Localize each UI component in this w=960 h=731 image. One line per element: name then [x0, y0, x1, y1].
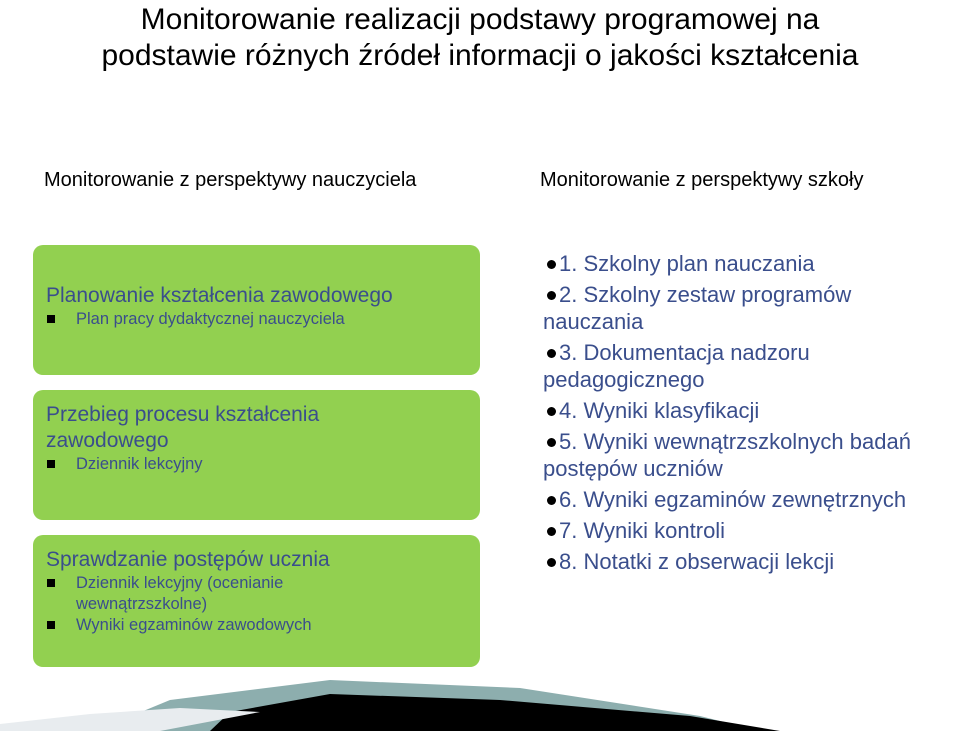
- list-item-text-line-1: 5. Wyniki wewnątrzszkolnych badań: [559, 429, 911, 454]
- progress-card-title: Sprawdzanie postępów ucznia: [46, 548, 330, 571]
- teacher-perspective-heading: Monitorowanie z perspektywy nauczyciela: [44, 169, 417, 191]
- school-perspective-heading: Monitorowanie z perspektywy szkoły: [540, 169, 864, 191]
- list-item-text-line-1: 3. Dokumentacja nadzoru: [559, 340, 810, 365]
- list-item-text: Dziennik lekcyjny: [76, 455, 203, 473]
- list-item-text-line-2: wewnątrzszkolne): [76, 595, 208, 613]
- list-item-text: 6. Wyniki egzaminów zewnętrznych: [559, 487, 907, 512]
- list-item-text-line-2: nauczania: [543, 309, 644, 334]
- process-card-title-line-2: zawodowego: [46, 429, 169, 452]
- list-item-text: 8. Notatki z obserwacji lekcji: [559, 549, 835, 574]
- list-item-text: Plan pracy dydaktycznej nauczyciela: [76, 310, 345, 328]
- list-item-text: 4. Wyniki klasyfikacji: [559, 398, 760, 423]
- list-item-text-line-2: pedagogicznego: [543, 367, 705, 392]
- list-item-text: 7. Wyniki kontroli: [559, 518, 726, 543]
- list-item-text-line-2: postępów uczniów: [543, 456, 723, 481]
- list-item-text-line-1: 2. Szkolny zestaw programów: [559, 282, 852, 307]
- process-card-title-line-1: Przebieg procesu kształcenia: [46, 403, 320, 426]
- list-item-text: Wyniki egzaminów zawodowych: [76, 616, 312, 634]
- slide-title-line-2: podstawie różnych źródeł informacji o jakości kształcenia: [101, 39, 859, 72]
- planning-card-title: Planowanie kształcenia zawodowego: [46, 284, 393, 307]
- list-item-text: 1. Szkolny plan nauczania: [559, 251, 815, 276]
- slide-title-line-1: Monitorowanie realizacji podstawy programowej na: [140, 3, 820, 36]
- list-item-text-line-1: Dziennik lekcyjny (ocenianie: [76, 574, 284, 592]
